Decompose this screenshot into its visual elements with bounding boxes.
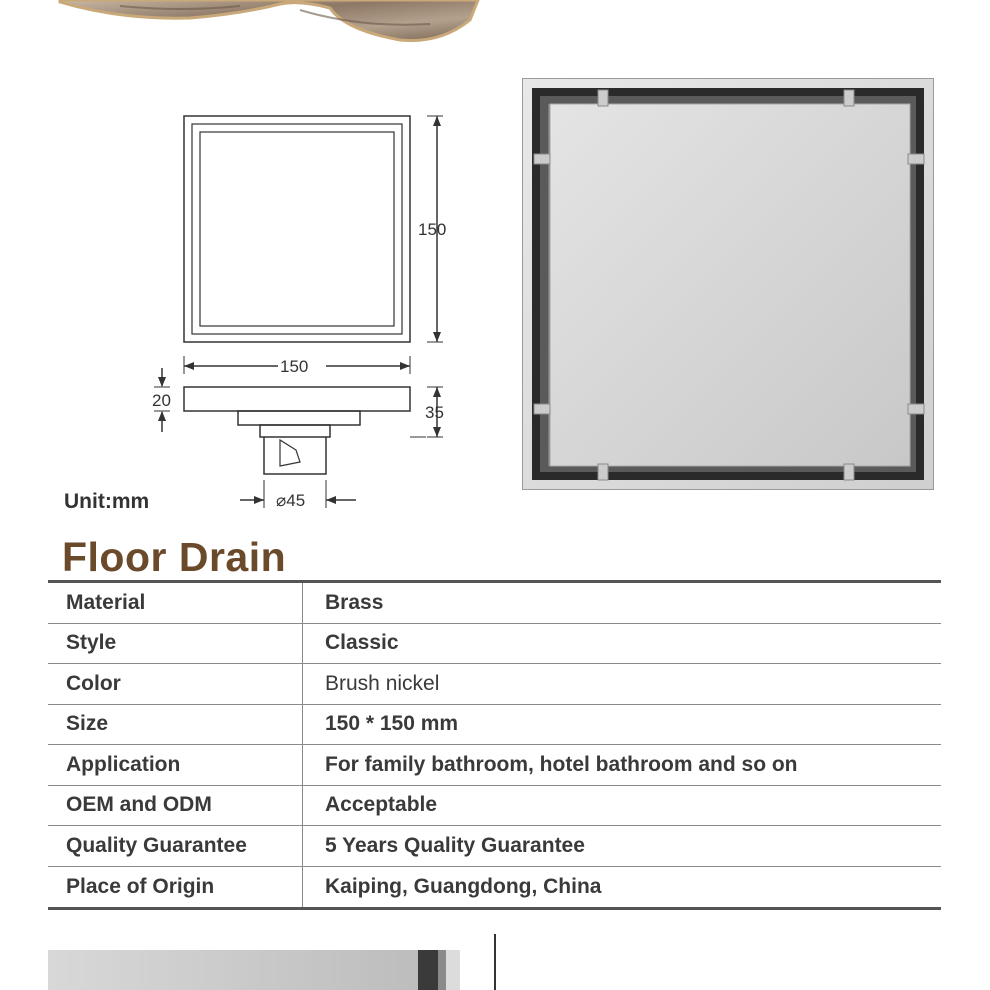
stone-decoration-image — [0, 0, 990, 60]
top-view-outer — [184, 116, 410, 342]
spec-key: Style — [48, 624, 303, 664]
unit-label: Unit:mm — [64, 490, 150, 513]
spec-row-size — [48, 705, 941, 746]
spec-key: Color — [48, 664, 303, 704]
spec-value: Classic — [325, 631, 399, 655]
top-view-frame — [192, 124, 402, 334]
spec-key: Application — [48, 745, 303, 785]
spec-key: OEM and ODM — [48, 786, 303, 826]
spec-row-application — [48, 745, 941, 786]
dim-flange-label: 20 — [152, 391, 171, 410]
spec-value: For family bathroom, hotel bathroom and so on — [325, 752, 798, 776]
bottom-product-photo — [48, 940, 468, 990]
spec-row-material — [48, 583, 941, 624]
dim-width-label: 150 — [280, 357, 309, 376]
spec-key: Place of Origin — [48, 867, 303, 908]
bottom-divider — [494, 934, 496, 990]
spec-row-oem-odm — [48, 786, 941, 827]
spec-table — [48, 580, 941, 910]
product-title: Floor Drain — [62, 534, 287, 580]
dim-depth-label: 35 — [425, 403, 444, 422]
dim-outlet-label: ⌀45 — [276, 491, 306, 510]
spec-value: 5 Years Quality Guarantee — [325, 833, 585, 857]
technical-drawing — [140, 100, 470, 520]
spec-value: 150 * 150 mm — [325, 712, 459, 736]
spec-row-color — [48, 664, 941, 705]
spec-row-place-of-origin — [48, 867, 941, 908]
top-view-inner — [200, 132, 394, 326]
spec-value: Brass — [325, 590, 384, 614]
spec-row-style — [48, 624, 941, 665]
product-photo — [522, 78, 934, 490]
spec-key: Size — [48, 705, 303, 745]
spec-row-quality-guarantee — [48, 826, 941, 867]
spec-value: Brush nickel — [325, 671, 440, 695]
spec-value: Kaiping, Guangdong, China — [325, 874, 602, 898]
dim-height-label: 150 — [418, 220, 447, 239]
spec-key: Quality Guarantee — [48, 826, 303, 866]
spec-value: Acceptable — [325, 793, 438, 817]
spec-key: Material — [48, 583, 303, 623]
